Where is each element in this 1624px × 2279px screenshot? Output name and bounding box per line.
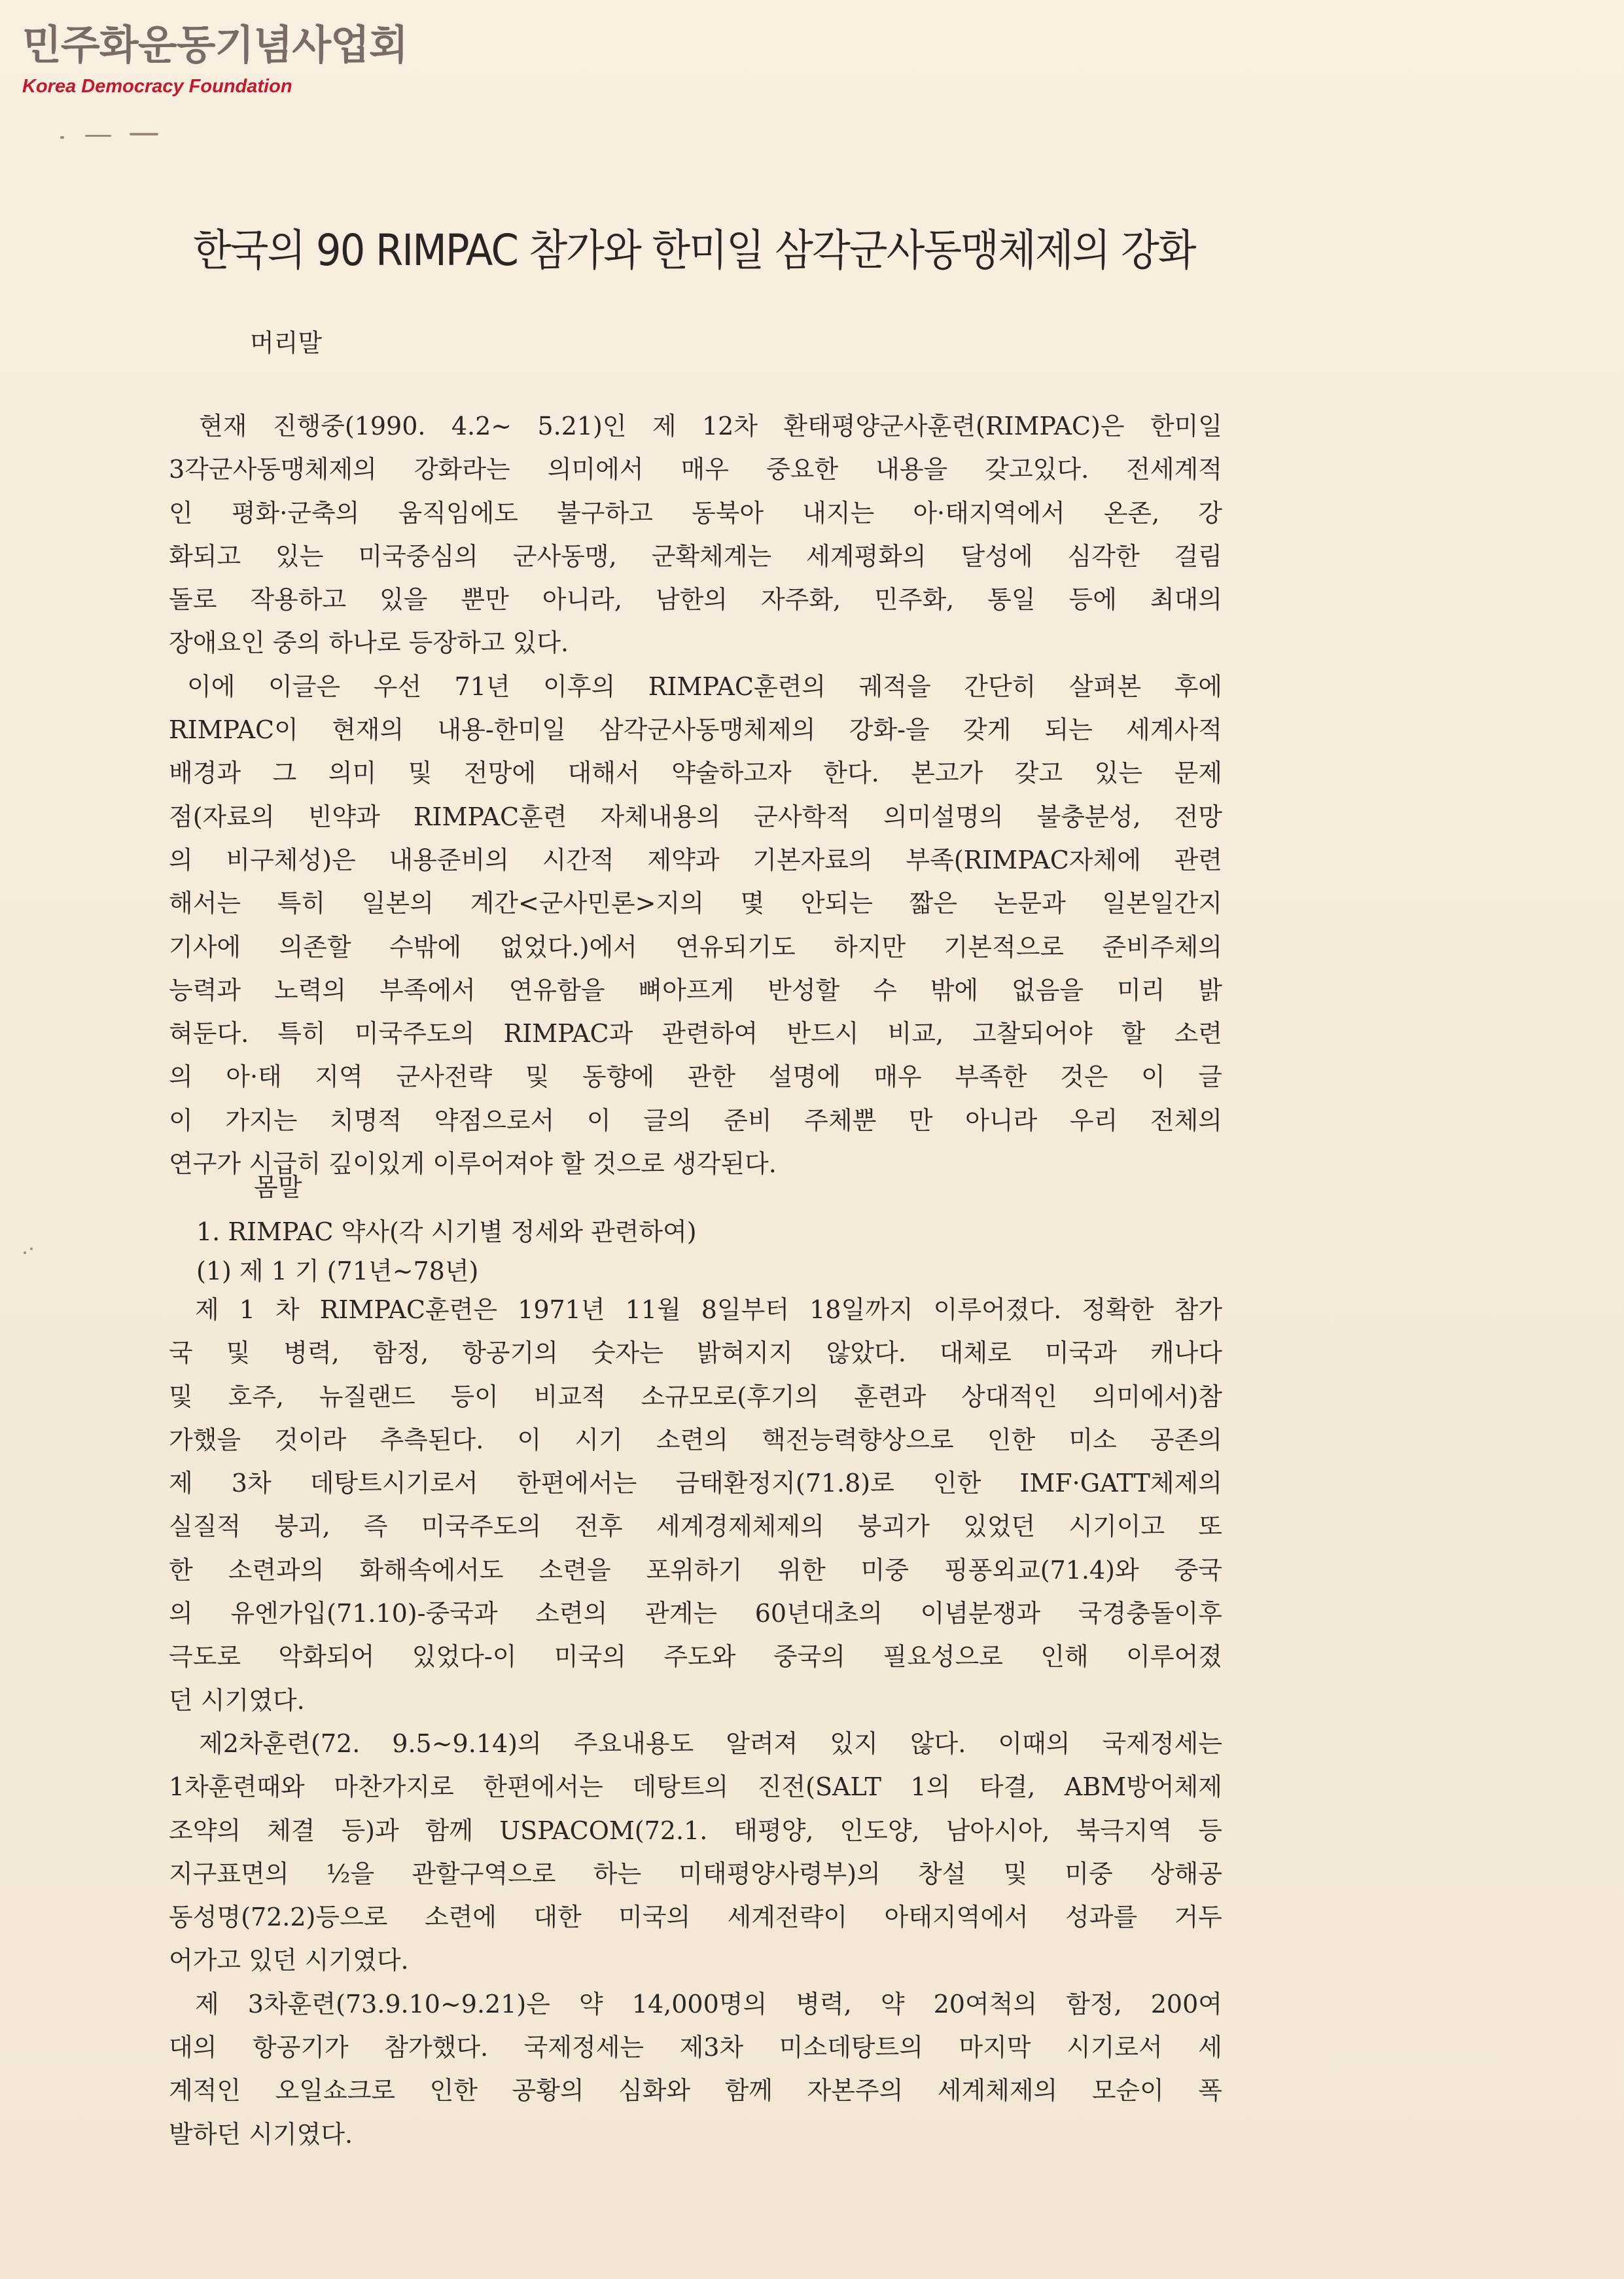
text-line: 3각군사동맹체제의 강화라는 의미에서 매우 중요한 내용을 갖고있다. 전세계적 <box>169 455 1222 484</box>
foundation-logo <box>22 21 408 98</box>
scan-mark <box>130 133 158 135</box>
text-line: 국 및 병력, 함정, 항공기의 숫자는 밝혀지지 않았다. 대체로 미국과 캐나다 <box>169 1338 1222 1368</box>
text-line: 화되고 있는 미국중심의 군사동맹, 군확체계는 세계평화의 달성에 심각한 걸림 <box>169 541 1222 571</box>
text-line: 인 평화·군축의 움직임에도 불구하고 동북아 내지는 아·태지역에서 온존, 강 <box>169 498 1222 528</box>
text-line: 제 1 차 RIMPAC훈련은 1971년 11월 8일부터 18일까지 이루어졌다. 정확한 참가 <box>195 1295 1222 1324</box>
text-line: 제2차훈련(72. 9.5∼9.14)의 주요내용도 알려져 있지 않다. 이때의 국제정세는 <box>199 1729 1222 1758</box>
text-line: 한 소련과의 화해속에서도 소련을 포위하기 위한 미중 핑퐁외교(71.4)와 중국 <box>169 1555 1222 1585</box>
document-title: 한국의 90 RIMPAC 참가와 한미일 삼각군사동맹체제의 강화 <box>193 225 1195 276</box>
text-line: 장애요인 중의 하나로 등장하고 있다. <box>169 628 569 658</box>
text-line: 계적인 오일쇼크로 인한 공황의 심화와 함께 자본주의 세계체제의 모순이 폭 <box>169 2076 1222 2106</box>
text-line: 이 가지는 치명적 약점으로서 이 글의 준비 주체뿐 만 아니라 우리 전체의 <box>169 1105 1222 1135</box>
text-line: 의 아·태 지역 군사전략 및 동향에 관한 설명에 매우 부족한 것은 이 글 <box>169 1062 1222 1092</box>
scan-mark <box>24 1251 26 1254</box>
intro-paragraphs <box>169 404 1222 1185</box>
text-line: 기사에 의존할 수밖에 없었다.)에서 연유되기도 하지만 기본적으로 준비주체의 <box>169 932 1222 961</box>
text-line: 실질적 붕괴, 즉 미국주도의 전후 세계경제체제의 붕괴가 있었던 시기이고 또 <box>169 1512 1222 1541</box>
scan-mark <box>30 1247 33 1250</box>
text-line: RIMPAC이 현재의 내용-한미일 삼각군사동맹체제의 강화-을 갖게 되는 세계사적 <box>169 715 1222 745</box>
section-1-heading: 1. RIMPAC 약사(각 시기별 정세와 관련하여) <box>196 1217 697 1246</box>
text-line: 의 유엔가입(71.10)-중국과 소련의 관계는 60년대초의 이념분쟁과 국경충돌이후 <box>169 1599 1222 1628</box>
section-1-1-heading: (1) 제 1 기 (71년∼78년) <box>196 1257 479 1285</box>
logo-english-text: Korea Democracy Foundation <box>22 76 292 97</box>
text-line: 제 3차 데탕트시기로서 한편에서는 금태환정지(71.8)로 인한 IMF·GATT체제의 <box>169 1469 1222 1498</box>
intro-heading: 머리말 <box>250 329 323 357</box>
text-line: 어가고 있던 시기였다. <box>169 1946 409 1975</box>
body-paragraphs <box>169 1288 1222 2156</box>
text-line: 극도로 악화되어 있었다-이 미국의 주도와 중국의 필요성으로 인해 이루어졌 <box>169 1642 1222 1672</box>
text-line: 지구표면의 ½을 관할구역으로 하는 미태평양사령부)의 창설 및 미중 상해공 <box>169 1859 1222 1888</box>
text-line: 동성명(72.2)등으로 소련에 대한 미국의 세계전략이 아태지역에서 성과를 거두 <box>169 1903 1222 1932</box>
text-line: 가했을 것이라 추측된다. 이 시기 소련의 핵전능력향상으로 인한 미소 공존의 <box>169 1425 1222 1454</box>
text-line: 및 호주, 뉴질랜드 등이 비교적 소규모로(후기의 훈련과 상대적인 의미에서)참 <box>169 1382 1222 1411</box>
text-line: 능력과 노력의 부족에서 연유함을 뼈아프게 반성할 수 밖에 없음을 미리 밝 <box>169 975 1222 1005</box>
text-line: 1차훈련때와 마찬가지로 한편에서는 데탕트의 진전(SALT 1의 타결, ABM방어체제 <box>169 1772 1222 1802</box>
text-line: 제 3차훈련(73.9.10∼9.21)은 약 14,000명의 병력, 약 20여척의 함정, 200여 <box>195 1989 1222 2019</box>
text-line: 해서는 특히 일본의 계간<군사민론>지의 몇 안되는 짧은 논문과 일본일간지 <box>169 889 1222 918</box>
text-line: 연구가 시급히 깊이있게 이루어져야 할 것으로 생각된다. <box>169 1149 777 1179</box>
text-line: 혀둔다. 특히 미국주도의 RIMPAC과 관련하여 반드시 비교, 고찰되어야 할 소련 <box>169 1019 1222 1049</box>
text-line: 현재 진행중(1990. 4.2∼ 5.21)인 제 12차 환태평양군사훈련(RIMPAC)은 한미일 <box>199 412 1222 440</box>
logo-korean-text: 민주화운동기념사업회 <box>22 21 408 69</box>
text-line: 배경과 그 의미 및 전망에 대해서 약술하고자 한다. 본고가 갖고 있는 문제 <box>169 759 1222 788</box>
text-line: 이에 이글은 우선 71년 이후의 RIMPAC훈련의 궤적을 간단히 살펴본 후에 <box>187 672 1222 701</box>
text-line: 조약의 체결 등)과 함께 USPACOM(72.1. 태평양, 인도양, 남아시아, 북극지역 등 <box>169 1816 1222 1845</box>
scan-mark <box>85 135 111 137</box>
text-line: 점(자료의 빈약과 RIMPAC훈련 자체내용의 군사학적 의미설명의 불충분성, 전망 <box>169 802 1222 831</box>
text-line: 발하던 시기였다. <box>169 2119 353 2149</box>
text-line: 던 시기였다. <box>169 1685 305 1715</box>
text-line: 의 비구체성)은 내용준비의 시간적 제약과 기본자료의 부족(RIMPAC자체에 관련 <box>169 845 1222 874</box>
body-heading: 몸말 <box>254 1173 302 1202</box>
text-line: 대의 항공기가 참가했다. 국제정세는 제3차 미소데탕트의 마지막 시기로서 세 <box>169 2033 1222 2062</box>
text-line: 돌로 작용하고 있을 뿐만 아니라, 남한의 자주화, 민주화, 통일 등에 최대의 <box>169 585 1222 615</box>
scan-mark <box>60 136 64 139</box>
